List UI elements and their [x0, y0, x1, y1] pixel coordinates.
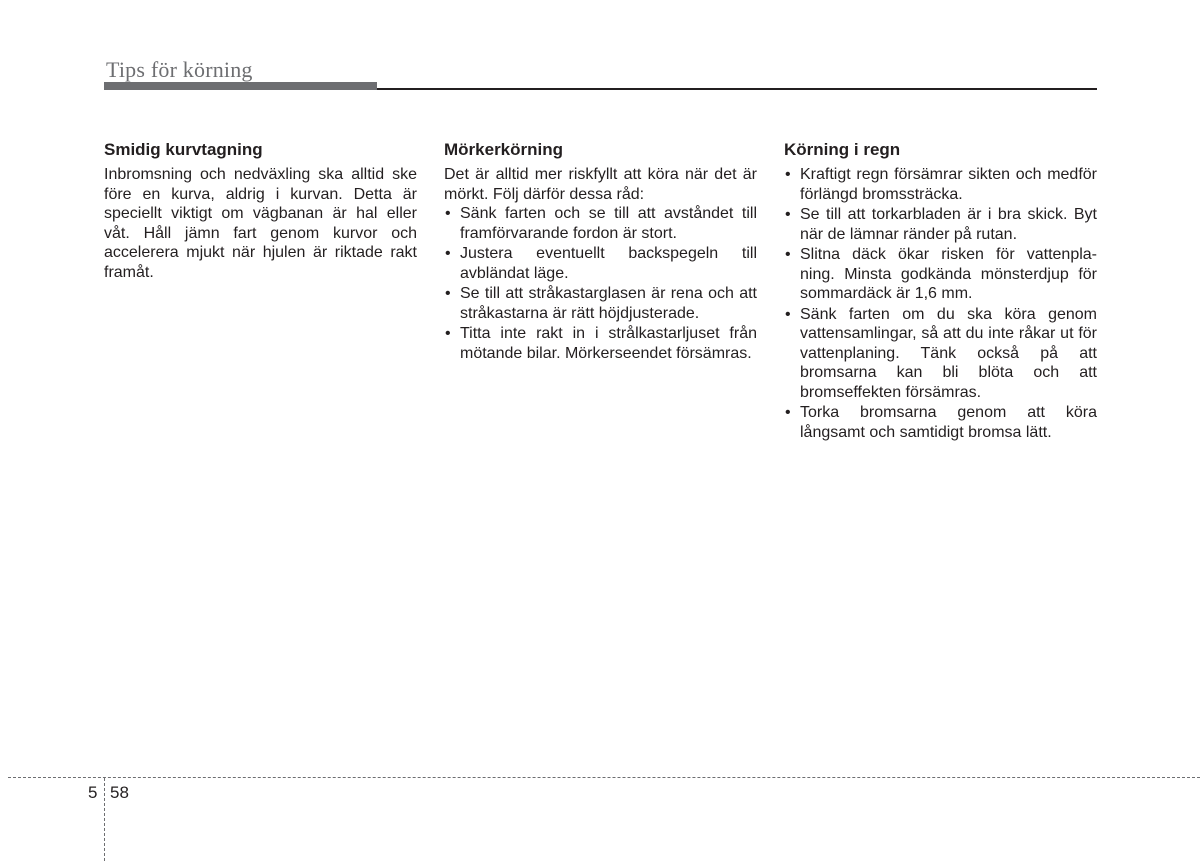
list-item-text: Se till att torkarbladen är i bra skick. Byt när de lämnar ränder på rutan.: [800, 206, 1097, 243]
list-item: [784, 245, 1097, 304]
list-item-text: Kraftigt regn försämrar sikten och medför förlängd bromssträcka.: [800, 166, 1097, 203]
section-smidig-kurvtagning: [104, 139, 417, 282]
page-header-title: Tips för körning: [106, 57, 253, 82]
list-item: [784, 403, 1097, 442]
section-korning-i-regn: [784, 139, 1097, 443]
bullet-marker: •: [785, 404, 791, 421]
list-item: [784, 305, 1097, 403]
section-morkerkorning: [444, 139, 757, 364]
list-item-text: Se till att stråkastarglasen är rena och att stråkastarna är rätt höjdjusterade.: [460, 285, 757, 322]
list-item: [444, 284, 757, 323]
header-rule-thick: [104, 82, 377, 90]
list-item: [784, 165, 1097, 204]
list-item-text: Torka bromsarna genom att köra långsamt och samtidigt bromsa lätt.: [800, 404, 1097, 441]
header-rule-thin: [377, 88, 1097, 90]
chapter-number: 5: [88, 783, 98, 802]
bullet-list: [444, 204, 757, 363]
list-item-text: Titta inte rakt in i strålkastarljuset från mötande bilar. Mörkerseendet försämras.: [460, 325, 757, 362]
list-item-text: Sänk farten om du ska köra genom vattensamlingar, så att du inte råkar ut för vattenplaning. Tänk också på att bromsarna kan bli blöta och att bromseffekten försämras.: [800, 305, 1097, 401]
bullet-marker: •: [445, 325, 451, 342]
list-item-text: Slitna däck ökar risken för vattenpla- ning. Minsta godkända mönsterdjup för sommardäck är 1,6 mm.: [800, 246, 1097, 302]
bullet-marker: •: [445, 285, 451, 302]
section-paragraph: Det är alltid mer riskfyllt att köra när det är mörkt. Följ därför dessa råd:: [444, 166, 757, 203]
section-heading: Körning i regn: [784, 140, 901, 159]
footer-divider: [8, 777, 1200, 778]
footer-margin-line: [104, 778, 105, 861]
section-paragraph: Inbromsning och nedväxling ska alltid ske före en kurva, aldrig i kurvan. Detta är speciellt viktigt om vägbanan är hal eller våt. Håll jämn fart genom kurvor och accelerera mjukt när hjulen är riktade rakt framåt.: [104, 166, 417, 281]
section-heading: Smidig kurvtagning: [104, 140, 263, 159]
bullet-marker: •: [445, 245, 451, 262]
list-item: [784, 205, 1097, 244]
list-item: [444, 244, 757, 283]
list-item: [444, 324, 757, 363]
bullet-marker: •: [445, 205, 451, 222]
section-heading: Mörkerkörning: [444, 140, 564, 159]
list-item-text: Justera eventuellt backspegeln till avbländat läge.: [460, 245, 757, 282]
bullet-marker: •: [785, 206, 791, 223]
bullet-list: [784, 165, 1097, 442]
page-number: 58: [110, 783, 129, 802]
bullet-marker: •: [785, 166, 791, 183]
bullet-marker: •: [785, 246, 791, 263]
bullet-marker: •: [785, 305, 791, 323]
list-item: [444, 204, 757, 243]
list-item-text: Sänk farten och se till att avståndet till framförvarande fordon är stort.: [460, 205, 757, 242]
